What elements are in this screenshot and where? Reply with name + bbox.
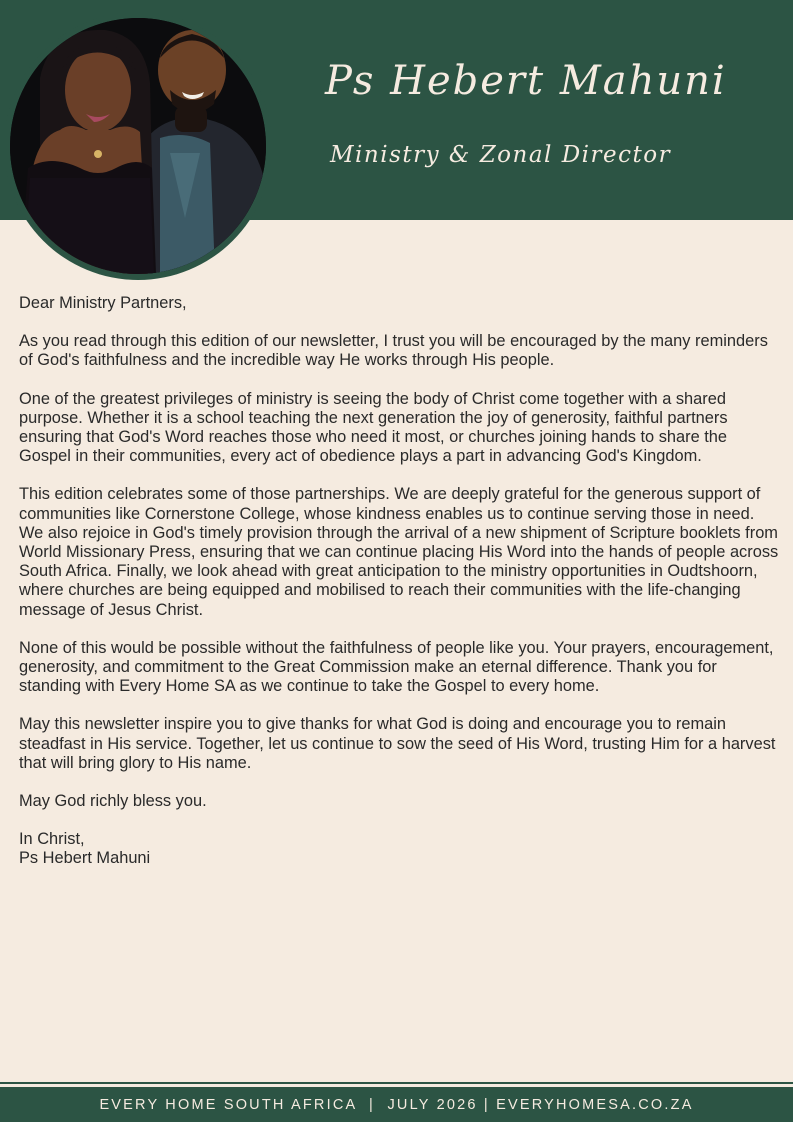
letter-paragraph: As you read through this edition of our newsletter, I trust you will be encouraged by the many reminders of God's faithfulness and the incredible way He works through His people. bbox=[19, 332, 768, 370]
letter-greeting: Dear Ministry Partners, bbox=[19, 294, 187, 312]
footer-text: EVERY HOME SOUTH AFRICA | JULY 2026 | EVERYHOMESA.CO.ZA bbox=[99, 1096, 694, 1113]
letter-signature: Ps Hebert Mahuni bbox=[19, 849, 151, 868]
letter-closing: In Christ, bbox=[19, 830, 85, 849]
letter-body bbox=[19, 294, 779, 869]
page-title: Ps Hebert Mahuni bbox=[325, 58, 727, 104]
footer-divider bbox=[0, 1082, 793, 1084]
letter-paragraph: None of this would be possible without the faithfulness of people like you. Your prayers, encouragement, generosity, and commitment to the Great Commission make an eternal difference. Thank you for standing with Every Home SA as we continue to take the Gospel to every home. bbox=[19, 638, 774, 696]
letter-paragraph: May this newsletter inspire you to give thanks for what God is doing and encourage you to remain steadfast in His service. Together, let us continue to sow the seed of His Word, trusting Him for a harvest that will bring glory to His name. bbox=[19, 715, 776, 772]
couple-portrait-photo bbox=[10, 18, 266, 274]
letter-paragraph: This edition celebrates some of those partnerships. We are deeply grateful for the generous support of communities like Cornerstone College, whose kindness enables us to continue serving those in need. We also rejoice in God's timely provision through the arrival of a new shipment of Scripture booklets from World Missionary Press, ensuring that we can continue placing His Word into the hands of people across South Africa. Finally, we look ahead with great anticipation to the ministry opportunities in Oudtshoorn, where churches are being equipped and mobilised to reach their communities with the life-changing message of Jesus Christ. bbox=[19, 485, 779, 619]
letter-paragraph: One of the greatest privileges of ministry is seeing the body of Christ come together with a shared purpose. Whether it is a school teaching the next generation the joy of generosity, faithful partners ensuring that God's Word reaches those who need it most, or churches joining hands to share the Gospel in their communities, every act of obedience plays a part in advancing God's Kingdom. bbox=[19, 389, 728, 466]
portrait-illustration bbox=[10, 18, 266, 274]
letter-blessing: May God richly bless you. bbox=[19, 792, 207, 811]
page-subtitle: Ministry & Zonal Director bbox=[330, 142, 672, 168]
footer-bar bbox=[0, 1087, 793, 1122]
